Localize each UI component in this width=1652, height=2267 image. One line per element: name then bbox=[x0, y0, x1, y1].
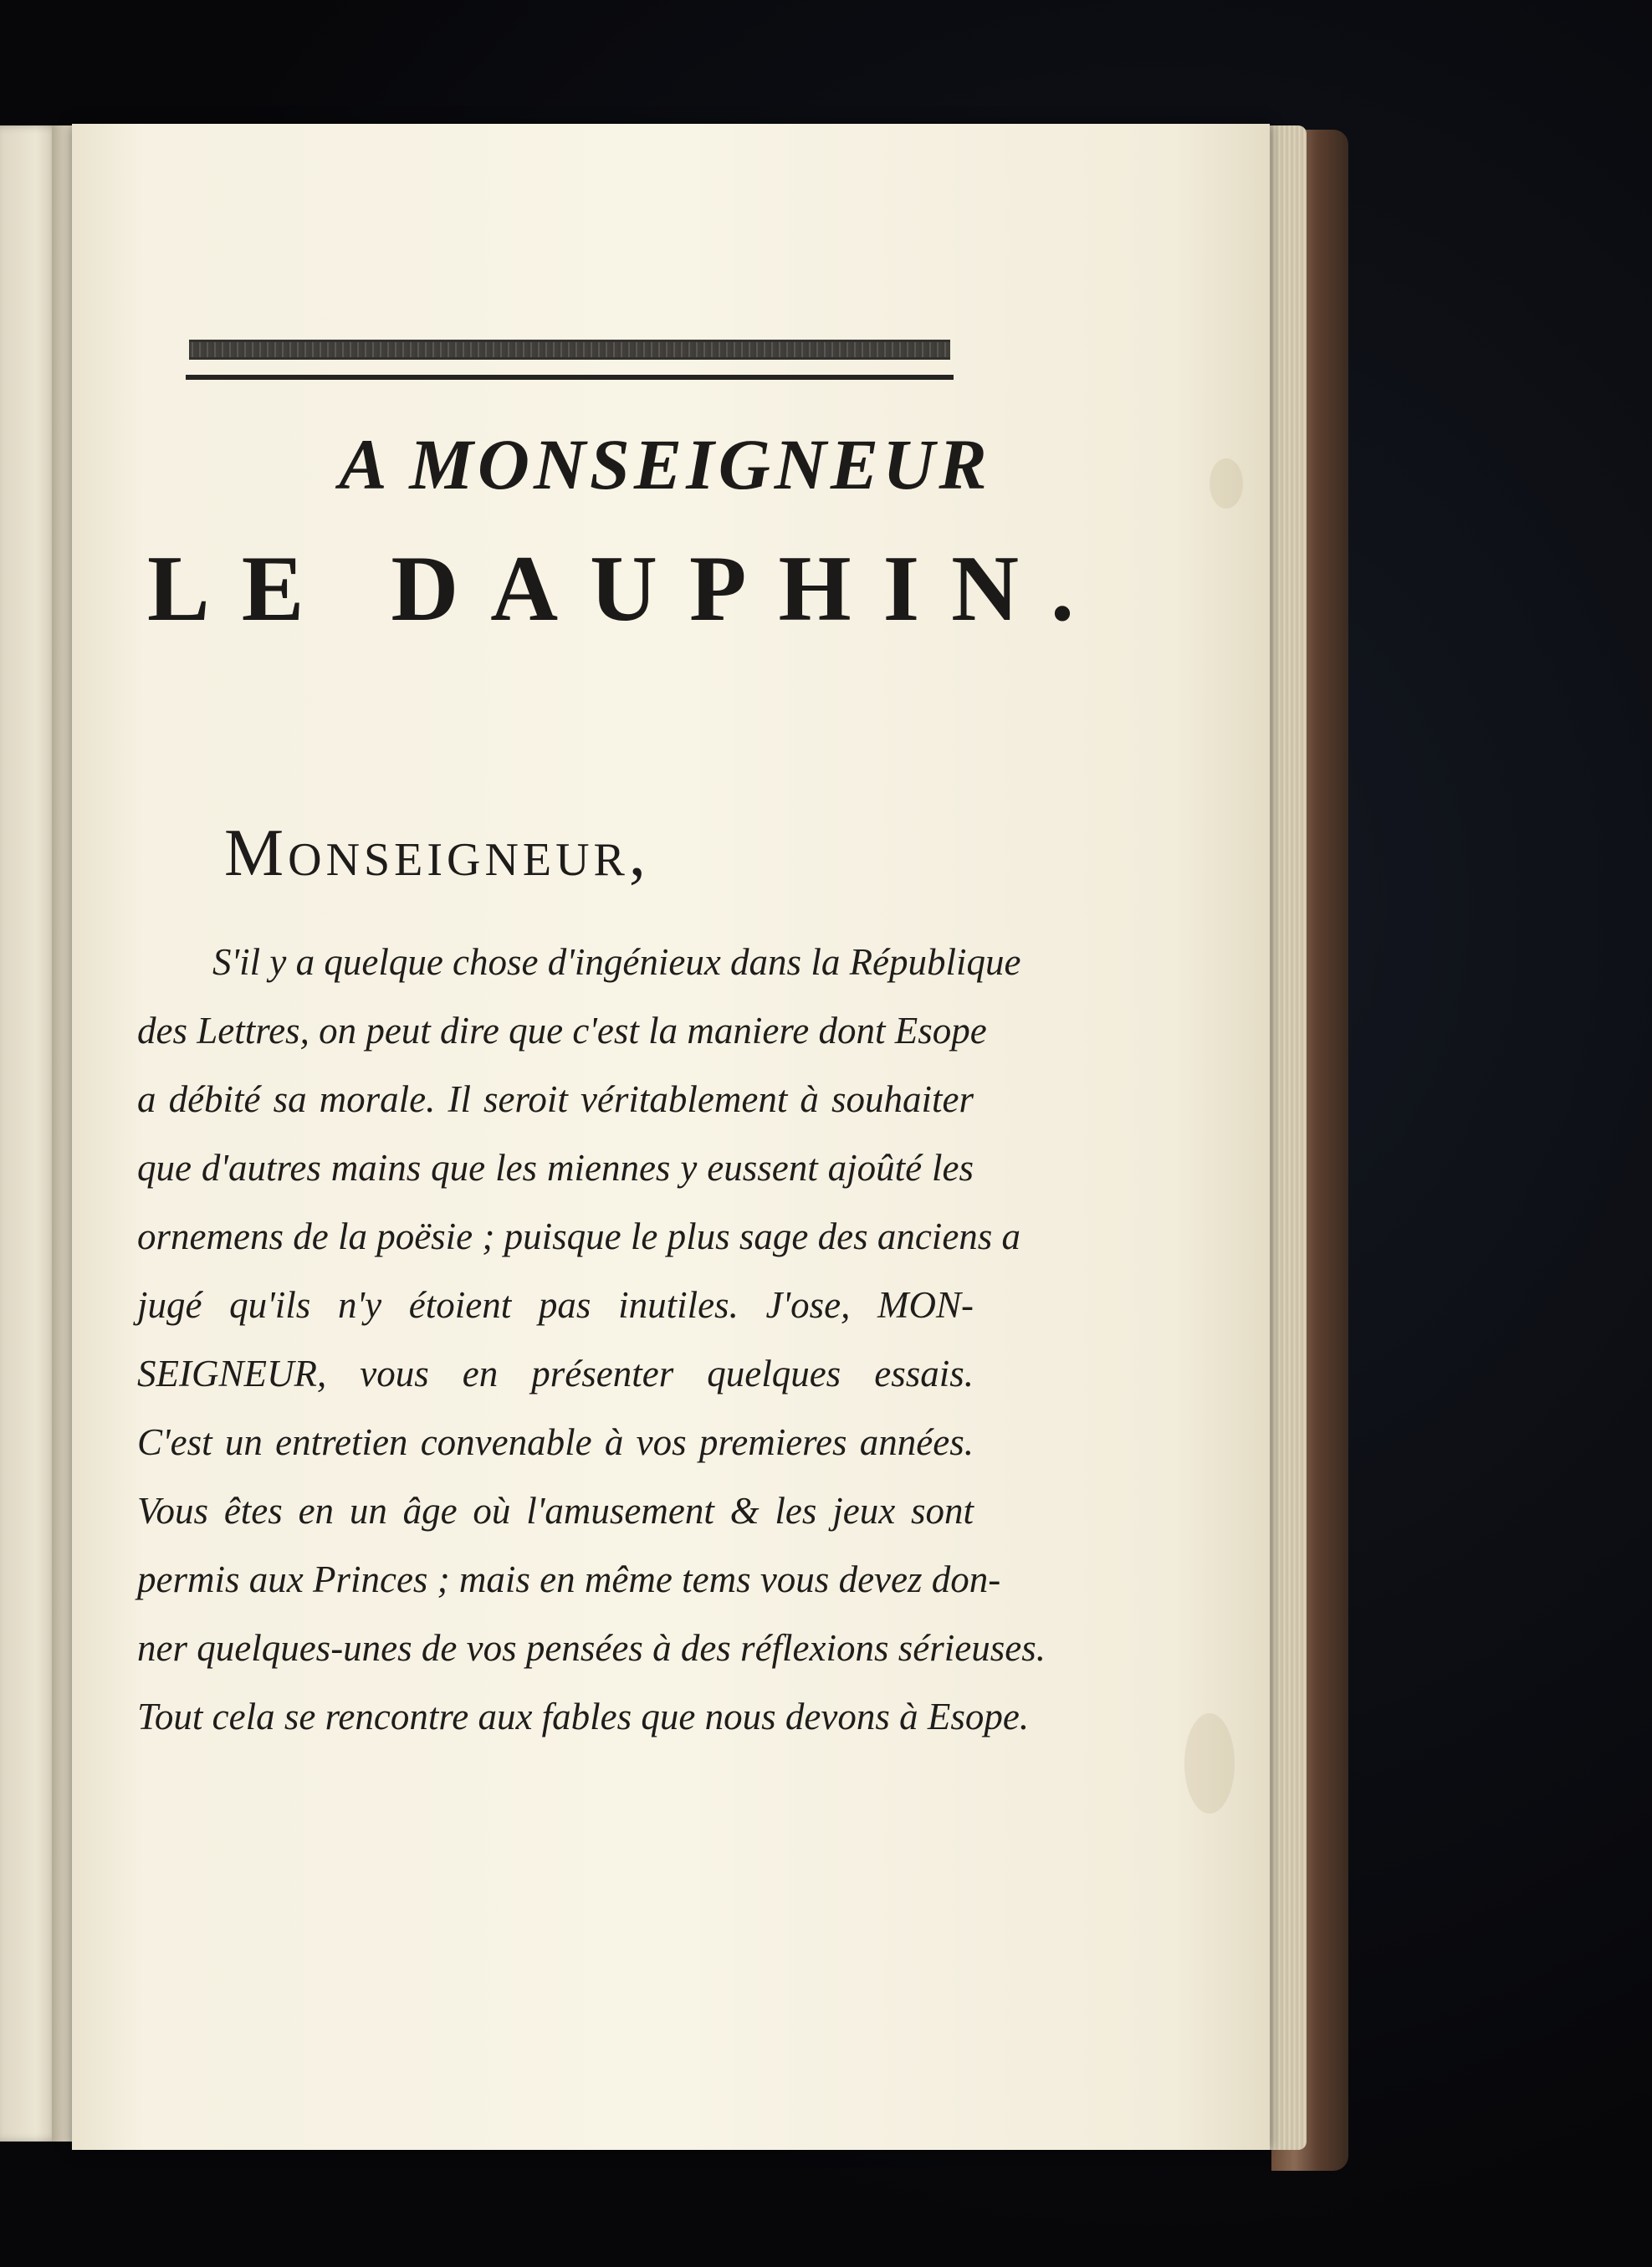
body-line: Tout cela se rencontre aux fables que nous devons à Esope. bbox=[137, 1696, 1030, 1737]
body-line: permis aux Princes ; mais en même tems vous devez don- bbox=[137, 1558, 1001, 1600]
dedication-subheading: LE DAUPHIN. bbox=[147, 537, 1107, 641]
ornamental-rule-thin bbox=[186, 375, 954, 380]
body-line: que d'autres mains que les miennes y eussent ajoûté les bbox=[137, 1147, 974, 1189]
body-line: ornemens de la poësie ; puisque le plus sage des anciens a bbox=[137, 1215, 1021, 1257]
body-line: S'il y a quelque chose d'ingénieux dans la République bbox=[212, 941, 1021, 983]
body-line: jugé qu'ils n'y étoient pas inutiles. J'ose, MON- bbox=[137, 1284, 974, 1326]
salutation: Monseigneur, bbox=[224, 816, 650, 890]
body-line: C'est un entretien convenable à vos premieres années. bbox=[137, 1421, 974, 1463]
body-line: SEIGNEUR, vous en présenter quelques essais. bbox=[137, 1353, 974, 1394]
body-line: des Lettres, on peut dire que c'est la maniere dont Esope bbox=[137, 1010, 987, 1052]
dedication-heading: A MONSEIGNEUR bbox=[339, 424, 991, 504]
body-line: Vous êtes en un âge où l'amusement & les jeux sont bbox=[137, 1490, 974, 1532]
foxing-spot bbox=[1184, 1713, 1235, 1814]
ornamental-rule-thick bbox=[189, 340, 950, 360]
body-line: ner quelques-unes de vos pensées à des réflexions sérieuses. bbox=[137, 1627, 1046, 1669]
body-line: a débité sa morale. Il seroit véritablement à souhaiter bbox=[137, 1078, 974, 1120]
